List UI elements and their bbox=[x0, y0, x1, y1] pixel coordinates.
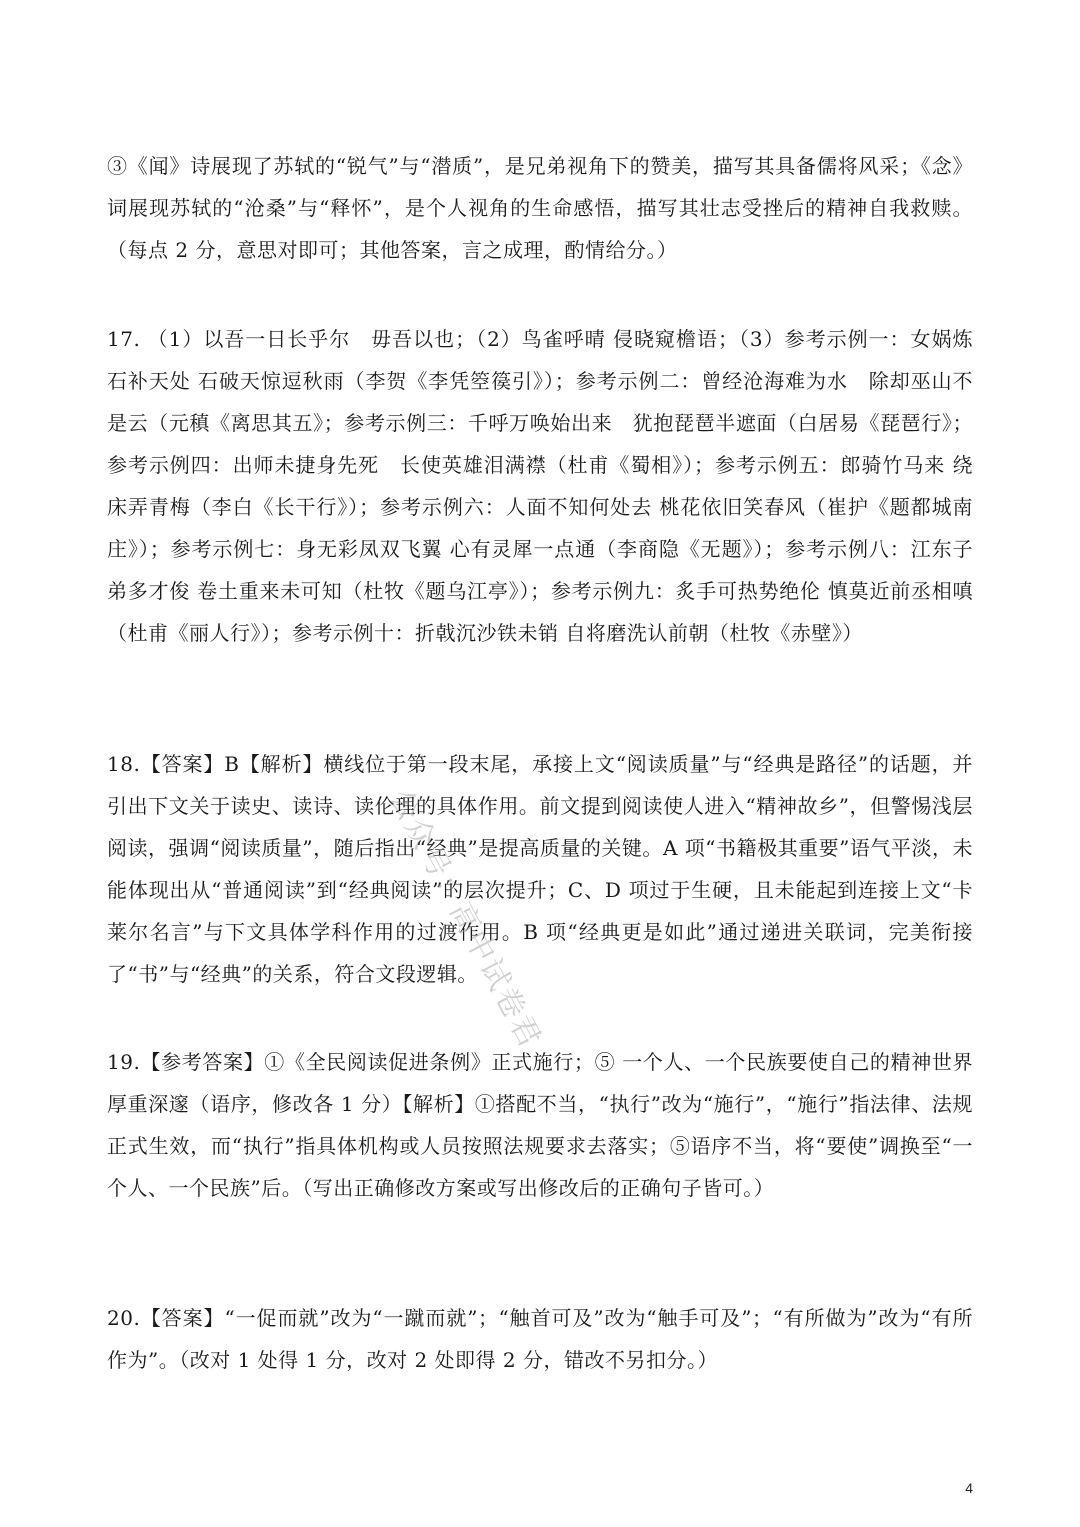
answer-19: 19.【参考答案】①《全民阅读促进条例》正式施行；⑤ 一个人、一个民族要使自己的精神世界厚重深邃（语序，修改各 1 分）【解析】①搭配不当，“执行”改为“施行”，“施行”指法律、法规正式生效，而“执行”指具体机构或人员按照法规要求去落实；⑤语序不当，将“要使”调换至“一个人、一个民族”后。（写出正确修改方案或写出修改后的正确句子皆可。） bbox=[107, 1050, 973, 1200]
answer-17: 17. （1）以吾一日长乎尔 毋吾以也；（2）鸟雀呼晴 侵晓窥檐语；（3）参考示例一：女娲炼石补天处 石破天惊逗秋雨（李贺《李凭箜篌引》）；参考示例二：曾经沧海难为水 除却巫山不是云（元稹《离思其五》；参考示例三：千呼万唤始出来 犹抱琵琶半遮面（白居易《琵琶行》；参考示例四：出师未捷身先死 长使英雄泪满襟（杜甫《蜀相》）；参考示例五：郎骑竹马来 绕床弄青梅（李白《长干行》）；参考示例六：人面不知何处去 桃花依旧笑春风（崔护《题都城南庄》）；参考示例七：身无彩凤双飞翼 心有灵犀一点通（李商隐《无题》）；参考示例八：江东子弟多才俊 卷土重来未可知（杜牧《题乌江亭》）；参考示例九：炙手可热势绝伦 慎莫近前丞相嗔（杜甫《丽人行》）；参考示例十：折戟沉沙铁未销 自将磨洗认前朝（杜牧《赤壁》） bbox=[107, 327, 973, 645]
page-number: 4 bbox=[965, 1480, 973, 1496]
answer-16-continuation: ③《闻》诗展现了苏轼的“锐气”与“潜质”，是兄弟视角下的赞美，描写其具备儒将风采；《念》词展现苏轼的“沧桑”与“释怀”，是个人视角的生命感悟，描写其壮志受挫后的精神自我救赎。（每点 2 分，意思对即可；其他答案，言之成理，酌情给分。） bbox=[107, 154, 973, 262]
watermark: 公众号：高中试卷君 bbox=[382, 783, 549, 1055]
answer-18: 18.【答案】B【解析】横线位于第一段末尾，承接上文“阅读质量”与“经典是路径”的话题，并引出下文关于读史、读诗、读伦理的具体作用。前文提到阅读使人进入“精神故乡”，但警惕浅层阅读，强调“阅读质量”，随后指出“经典”是提高质量的关键。A 项“书籍极其重要”语气平淡，未能体现出从“普通阅读”到“经典阅读”的层次提升；C、D 项过于生硬，且未能起到连接上文“卡莱尔名言”与下文具体学科作用的过渡作用。B 项“经典更是如此”通过递进关联词，完美衔接了“书”与“经典”的关系，符合文段逻辑。 bbox=[107, 752, 973, 986]
answer-20: 20.【答案】“一促而就”改为“一蹴而就”；“触首可及”改为“触手可及”；“有所做为”改为“有所作为”。（改对 1 处得 1 分，改对 2 处即得 2 分，错改不另扣分。） bbox=[107, 1306, 973, 1372]
